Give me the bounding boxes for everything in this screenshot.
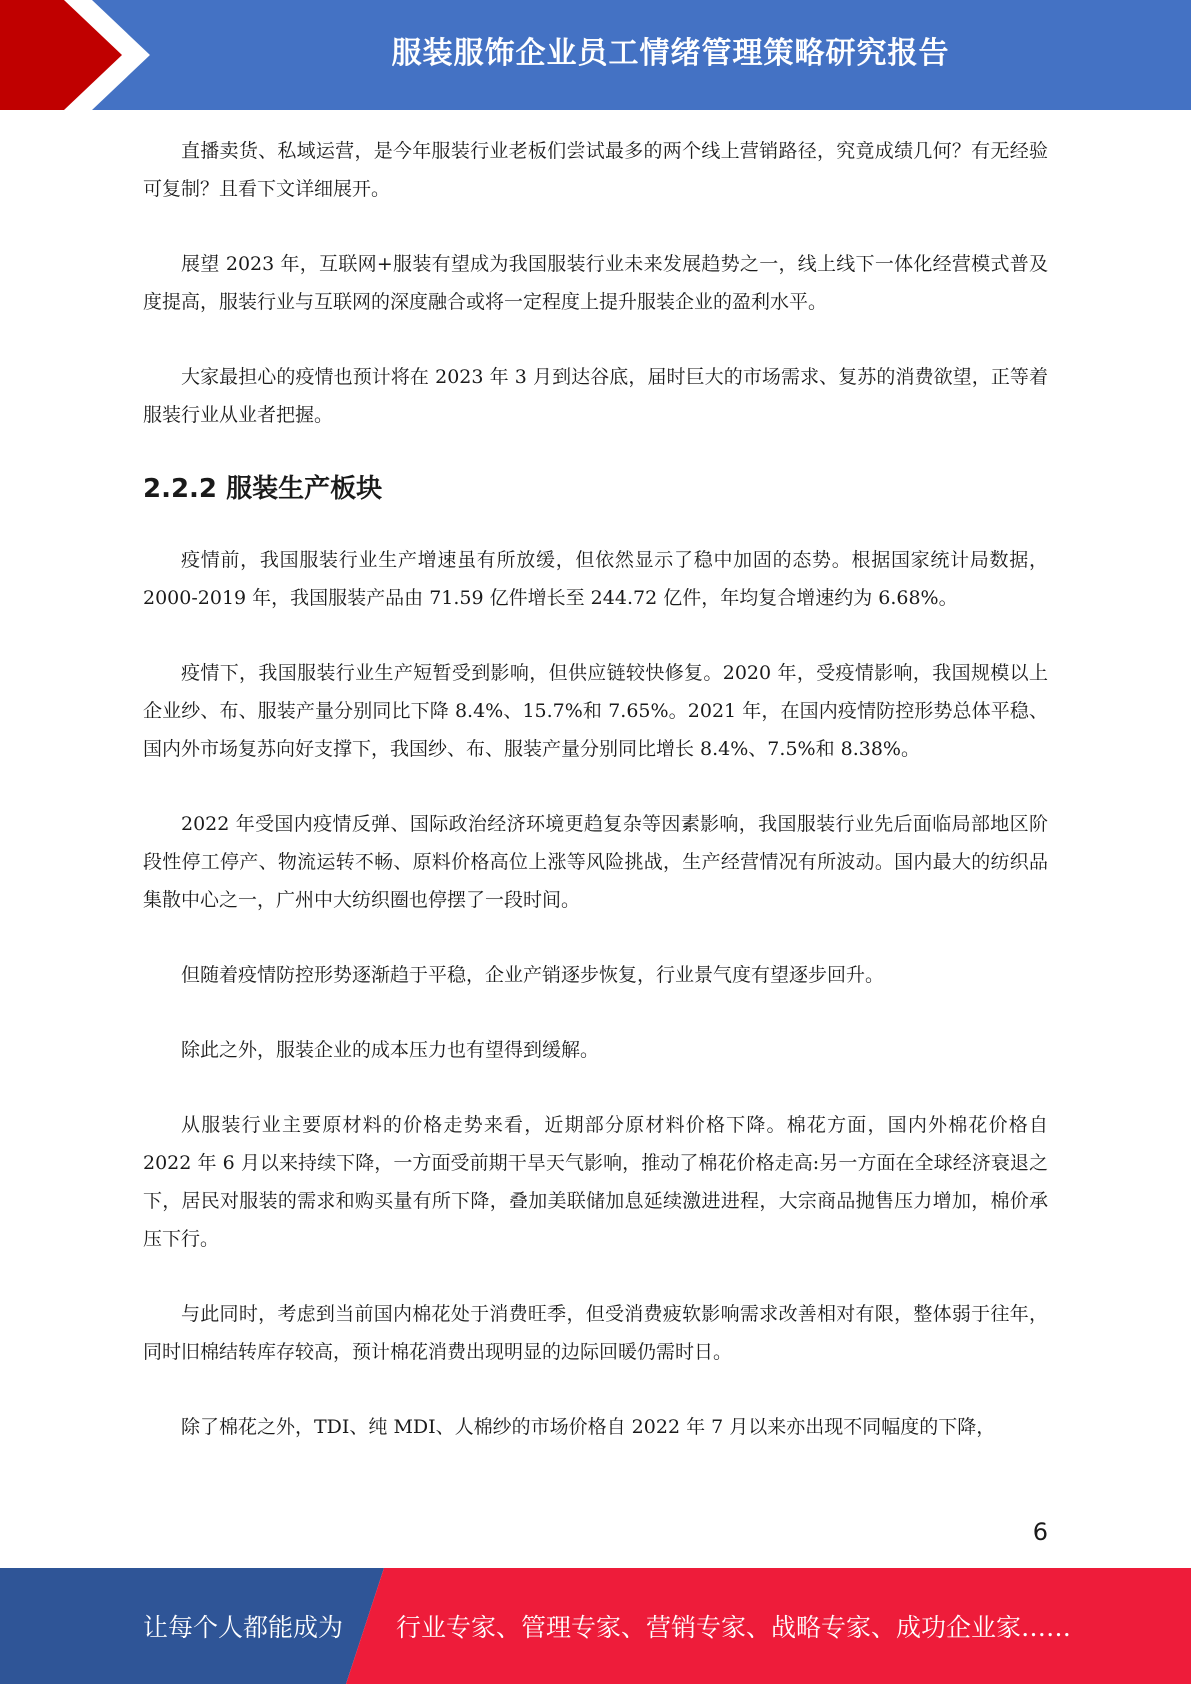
paragraph: 疫情前，我国服装行业生产增速虽有所放缓，但依然显示了稳中加固的态势。根据国家统计局数据，2000-2019 年，我国服装产品由 71.59 亿件增长至 244.72 亿件，年均复合增速约为 6.68%。 <box>143 549 1048 609</box>
footer-slogan-left: 让每个人都能成为 <box>143 1613 344 1642</box>
paragraph: 2022 年受国内疫情反弹、国际政治经济环境更趋复杂等因素影响，我国服装行业先后面临局部地区阶段性停工停产、物流运转不畅、原料价格高位上涨等风险挑战，生产经营情况有所波动。国内最大的纺织品集散中心之一，广州中大纺织圈也停摆了一段时间。 <box>143 813 1048 911</box>
paragraph: 除此之外，服装企业的成本压力也有望得到缓解。 <box>181 1039 600 1061</box>
footer-slogan-right: 行业专家、管理专家、营销专家、战略专家、成功企业家…… <box>396 1613 1072 1642</box>
page-number: 6 <box>1032 1518 1048 1546</box>
paragraph: 与此同时，考虑到当前国内棉花处于消费旺季，但受消费疲软影响需求改善相对有限，整体弱于往年，同时旧棉结转库存较高，预计棉花消费出现明显的边际回暖仍需时日。 <box>143 1303 1048 1363</box>
paragraph: 疫情下，我国服装行业生产短暂受到影响，但供应链较快修复。2020 年，受疫情影响，我国规模以上企业纱、布、服装产量分别同比下降 8.4%、15.7%和 7.65%。2021 年，在国内疫情防控形势总体平稳、国内外市场复苏向好支撑下，我国纱、布、服装产量分别同比增长 8.4%、7.5%和 8.38%。 <box>143 662 1048 760</box>
page-header <box>0 0 1191 110</box>
section-heading: 2.2.2 服装生产板块 <box>143 474 383 504</box>
paragraph: 大家最担心的疫情也预计将在 2023 年 3 月到达谷底，届时巨大的市场需求、复苏的消费欲望，正等着服装行业从业者把握。 <box>143 366 1048 426</box>
paragraph: 除了棉花之外，TDI、纯 MDI、人棉纱的市场价格自 2022 年 7 月以来亦出现不同幅度的下降， <box>181 1416 996 1438</box>
document-body <box>143 132 1048 1483</box>
page-footer <box>0 1568 1191 1684</box>
paragraph: 从服装行业主要原材料的价格走势来看，近期部分原材料价格下降。棉花方面，国内外棉花价格自 2022 年 6 月以来持续下降，一方面受前期干旱天气影响，推动了棉花价格走高:另一方面在全球经济衰退之下，居民对服装的需求和购买量有所下降，叠加美联储加息延续激进进程，大宗商品抛售压力增加，棉价承压下行。 <box>143 1114 1048 1250</box>
paragraph: 展望 2023 年，互联网+服装有望成为我国服装行业未来发展趋势之一，线上线下一体化经营模式普及度提高，服装行业与互联网的深度融合或将一定程度上提升服装企业的盈利水平。 <box>143 253 1048 313</box>
paragraph: 直播卖货、私域运营，是今年服装行业老板们尝试最多的两个线上营销路径，究竟成绩几何？有无经验可复制？且看下文详细展开。 <box>143 140 1048 200</box>
report-title: 服装服饰企业员工情绪管理策略研究报告 <box>391 36 950 71</box>
paragraph: 但随着疫情防控形势逐渐趋于平稳，企业产销逐步恢复，行业景气度有望逐步回升。 <box>181 964 885 986</box>
